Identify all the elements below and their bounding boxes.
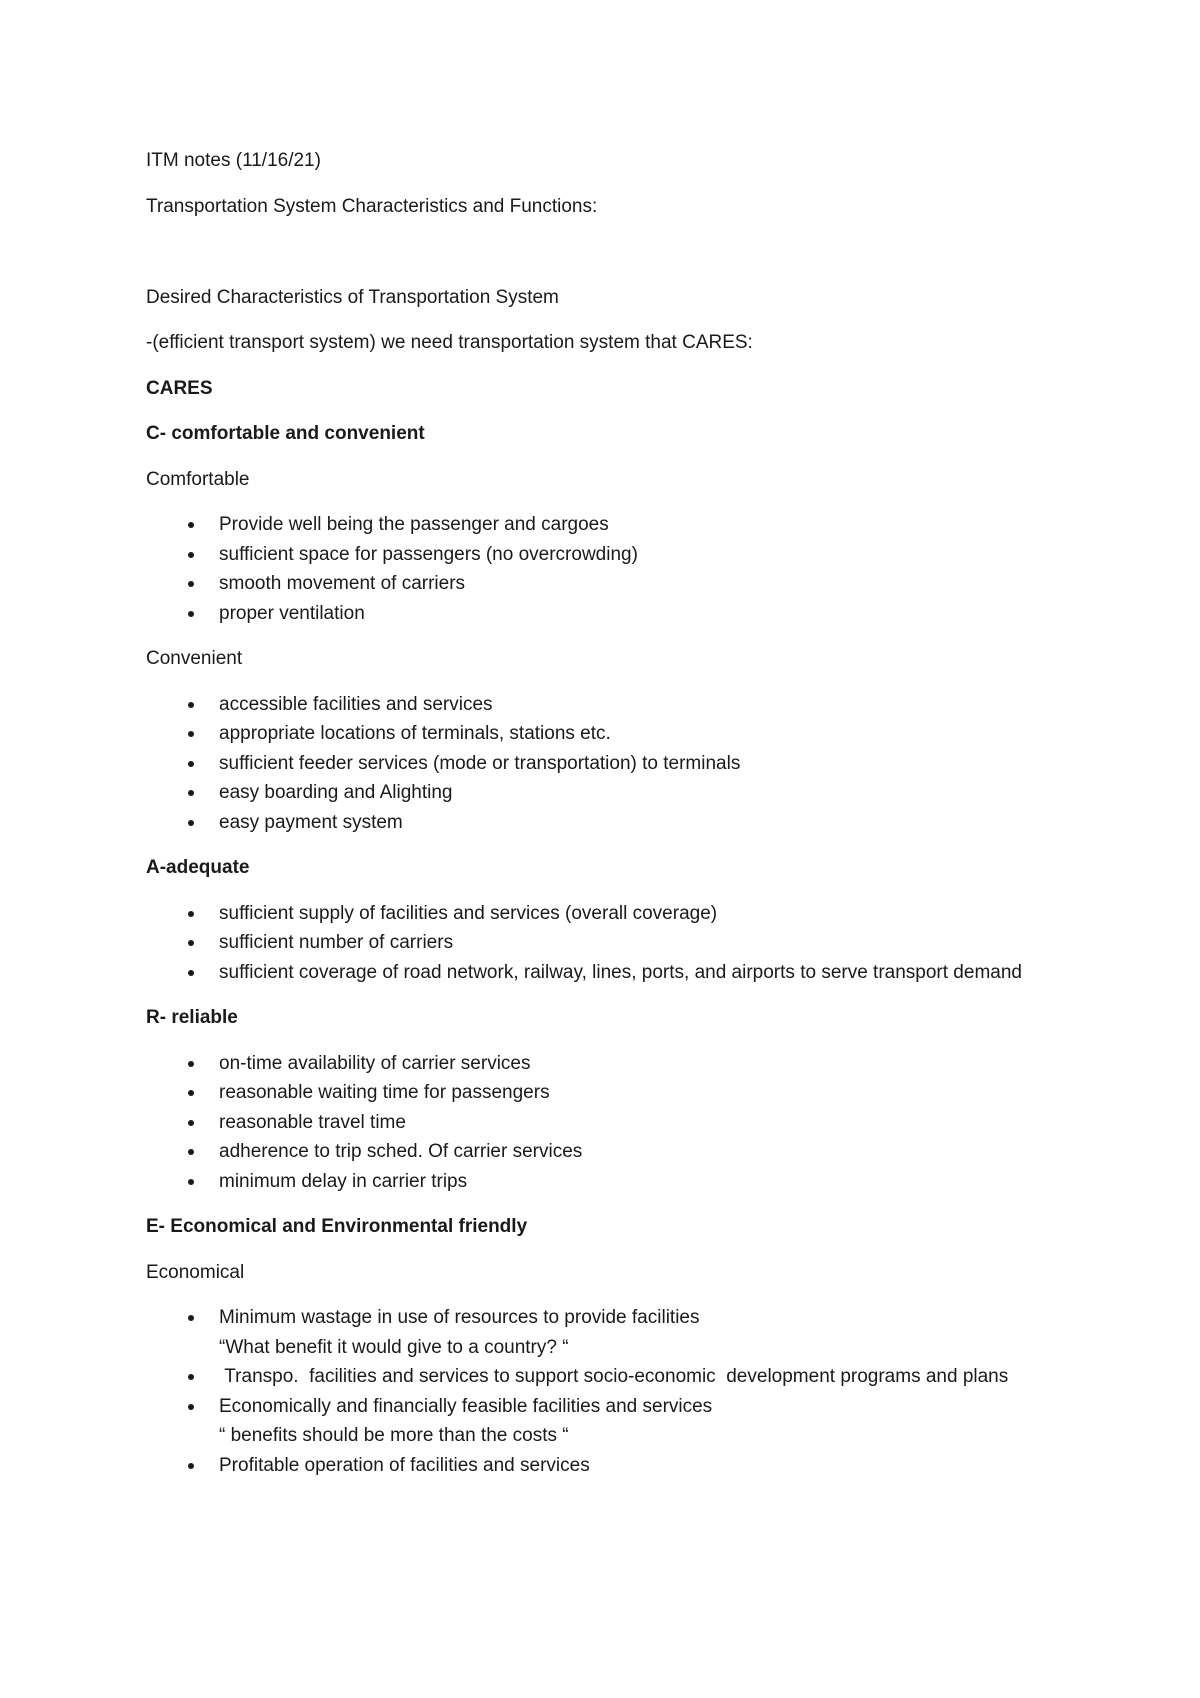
list-item-text: easy boarding and Alighting — [219, 782, 453, 803]
list-item — [146, 1078, 1046, 1108]
list-item — [146, 719, 1046, 749]
document-title: ITM notes (11/16/21) — [146, 150, 321, 171]
list-item-text: Transpo. facilities and services to support socio-economic development programs and plans — [219, 1366, 1009, 1387]
list-item — [146, 958, 1046, 988]
list-item — [146, 1451, 1046, 1481]
list-item-text: sufficient feeder services (mode or transportation) to terminals — [219, 752, 741, 774]
list-item — [146, 510, 1046, 540]
document-body — [146, 146, 1046, 1496]
section-heading: Desired Characteristics of Transportation System — [146, 286, 559, 308]
bullet-icon — [188, 1463, 194, 1469]
list-item-text: sufficient supply of facilities and services (overall coverage) — [219, 902, 718, 924]
list-item-text: proper ventilation — [219, 602, 365, 624]
list-item-note: “ benefits should be more than the costs “ — [219, 1425, 569, 1446]
e-heading: E- Economical and Environmental friendly — [146, 1216, 528, 1237]
bullet-icon — [188, 1315, 194, 1321]
list-item — [146, 899, 1046, 929]
r-heading: R- reliable — [146, 1007, 238, 1028]
list-item-text: easy payment system — [219, 811, 403, 833]
bullet-icon — [188, 940, 194, 946]
list-item-text: smooth movement of carriers — [219, 573, 466, 594]
bullet-icon — [188, 731, 194, 737]
list-item — [146, 808, 1046, 838]
bullet-icon — [188, 790, 194, 796]
list-item — [146, 778, 1046, 808]
list-item-text: Minimum wastage in use of resources to provide facilities — [219, 1307, 700, 1328]
bullet-icon — [188, 1120, 194, 1126]
list-item — [146, 1137, 1046, 1167]
blank-line — [146, 237, 1046, 283]
list-item-text: accessible facilities and services — [219, 693, 493, 715]
convenient-list — [146, 690, 1046, 838]
list-item-text: minimum delay in carrier trips — [219, 1170, 468, 1192]
bullet-icon — [188, 522, 194, 528]
list-item — [146, 569, 1046, 599]
list-item — [146, 1303, 1046, 1362]
bullet-icon — [188, 970, 194, 976]
list-item — [146, 599, 1046, 629]
bullet-icon — [188, 1149, 194, 1155]
list-item-text: reasonable waiting time for passengers — [219, 1082, 550, 1103]
list-item — [146, 540, 1046, 570]
list-item — [146, 749, 1046, 779]
list-item — [146, 928, 1046, 958]
list-item — [146, 1108, 1046, 1138]
list-item — [146, 1049, 1046, 1079]
a-heading: A-adequate — [146, 857, 250, 878]
list-item-text: Economically and financially feasible facilities and services — [219, 1395, 713, 1417]
bullet-icon — [188, 1374, 194, 1380]
economical-list — [146, 1303, 1046, 1480]
list-item-text: sufficient space for passengers (no overcrowding) — [219, 543, 638, 565]
bullet-icon — [188, 761, 194, 767]
list-item — [146, 690, 1046, 720]
intro-text: -(efficient transport system) we need transportation system that CARES: — [146, 332, 753, 353]
list-item-text: adherence to trip sched. Of carrier services — [219, 1141, 583, 1162]
adequate-list — [146, 899, 1046, 988]
list-item — [146, 1167, 1046, 1197]
acronym-heading: CARES — [146, 377, 213, 399]
bullet-icon — [188, 1090, 194, 1096]
bullet-icon — [188, 1061, 194, 1067]
list-item-text: reasonable travel time — [219, 1111, 406, 1133]
bullet-icon — [188, 611, 194, 617]
bullet-icon — [188, 911, 194, 917]
comfortable-label: Comfortable — [146, 468, 250, 490]
economical-label: Economical — [146, 1261, 245, 1283]
list-item — [146, 1392, 1046, 1451]
bullet-icon — [188, 581, 194, 587]
list-item-text: Profitable operation of facilities and services — [219, 1454, 590, 1476]
list-item-note: “What benefit it would give to a country? “ — [219, 1336, 569, 1358]
list-item-text: sufficient coverage of road network, railway, lines, ports, and airports to serve transport demand — [219, 961, 1022, 983]
bullet-icon — [188, 552, 194, 558]
comfortable-list — [146, 510, 1046, 628]
list-item — [146, 1362, 1046, 1392]
list-item-text: on-time availability of carrier services — [219, 1052, 531, 1074]
bullet-icon — [188, 1179, 194, 1185]
document-subtitle: Transportation System Characteristics and Functions: — [146, 195, 598, 217]
list-item-text: Provide well being the passenger and cargoes — [219, 514, 609, 535]
list-item-text: sufficient number of carriers — [219, 932, 454, 953]
reliable-list — [146, 1049, 1046, 1197]
bullet-icon — [188, 702, 194, 708]
bullet-icon — [188, 820, 194, 826]
c-heading: C- comfortable and convenient — [146, 423, 425, 444]
convenient-label: Convenient — [146, 648, 243, 669]
bullet-icon — [188, 1404, 194, 1410]
list-item-text: appropriate locations of terminals, stations etc. — [219, 723, 611, 744]
